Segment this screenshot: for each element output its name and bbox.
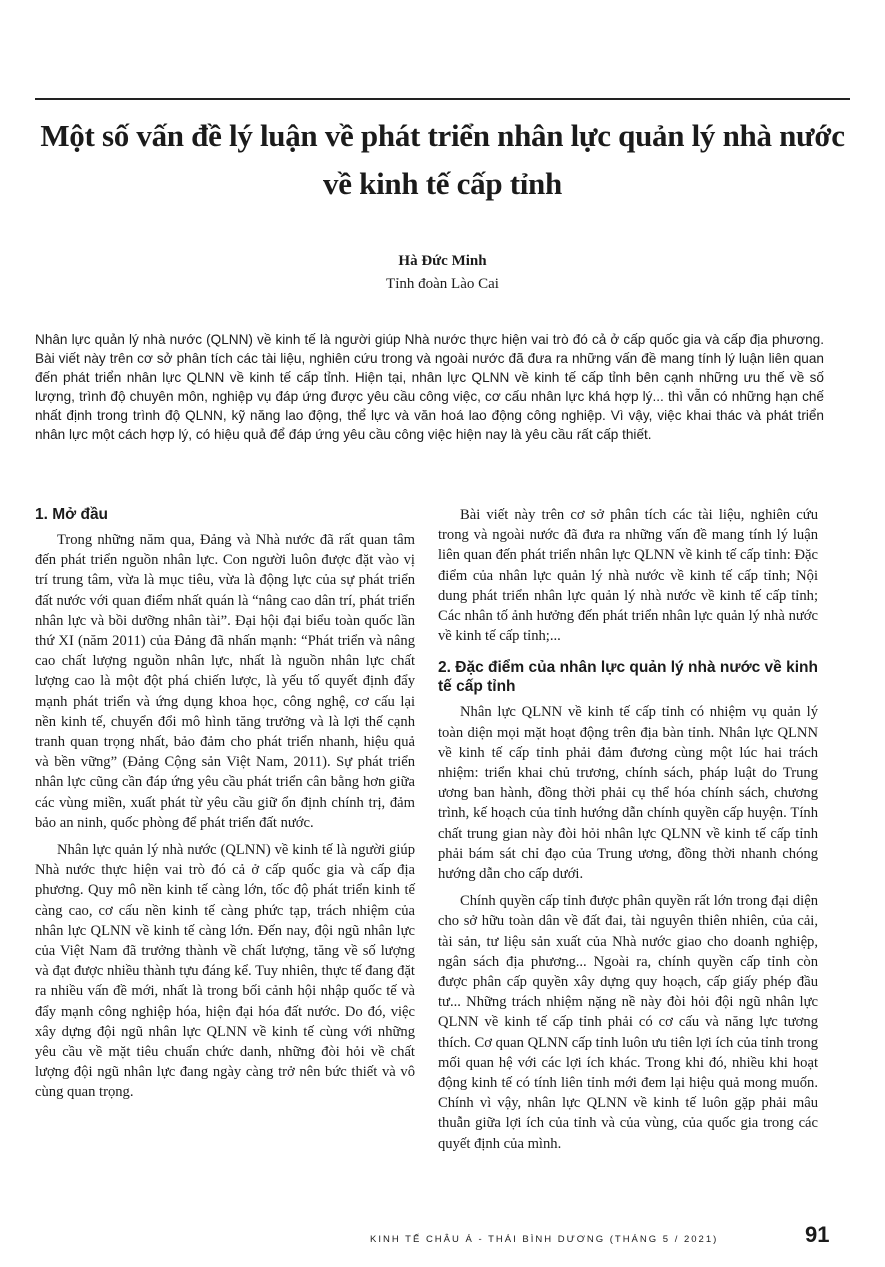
abstract: Nhân lực quản lý nhà nước (QLNN) về kinh tế là người giúp Nhà nước thực hiện vai trò đó cả ở cấp quốc gia và cấp địa phương. Bài viết này trên cơ sở phân tích các tài liệu, nghiên cứu trong và ngoài nước đã đưa ra những vấn đề mang tính lý luận liên quan đến phát triển nhân lực QLNN về kinh tế cấp tỉnh. Hiện tại, nhân lực QLNN về kinh tế cấp tỉnh bên cạnh những ưu thế về số lượng, trình độ chuyên môn, nghiệp vụ đáp ứng được yêu cầu công việc, cơ cấu nhân lực khá hợp lý... thì vẫn có những hạn chế nhất định trong trình độ QLNN, kỹ năng lao động, thể lực và văn hoá lao động công nghiệp. Vì vậy, việc khai thác và phát triển nhân lực một cách hợp lý, có hiệu quả để đáp ứng yêu cầu công việc hiện nay là yêu cầu rất cấp thiết.	[35, 332, 824, 443]
journal-footer: KINH TẾ CHÂU Á - THÁI BÌNH DƯƠNG (THÁNG 5 / 2021)	[370, 1234, 719, 1245]
page-number: 91	[805, 1222, 830, 1247]
section-1-heading: 1. Mở đầu	[35, 506, 109, 523]
right-column	[438, 505, 818, 1161]
section-2-heading: 2. Đặc điểm của nhân lực quản lý nhà nước về kinh tế cấp tỉnh	[438, 659, 818, 696]
section-1-paragraph-3: Bài viết này trên cơ sở phân tích các tài liệu, nghiên cứu trong và ngoài nước đã đưa ra những vấn đề mang tính lý luận liên quan đến phát triển nhân lực QLNN về kinh tế cấp tỉnh: Đặc điểm của nhân lực quản lý nhà nước về kinh tế cấp tỉnh; Nội dung phát triển nhân lực quản lý nhà nước về kinh tế cấp tỉnh; Các nhân tố ảnh hưởng đến phát triển nhân lực quản lý nhà nước về kinh tế cấp tỉnh;...	[438, 507, 818, 645]
section-1-paragraph-2: Nhân lực quản lý nhà nước (QLNN) về kinh tế là người giúp Nhà nước thực hiện vai trò đó cả ở cấp quốc gia và cấp địa phương. Quy mô nền kinh tế càng lớn, tốc độ phát triển kinh tế càng cao, cơ cấu nền kinh tế càng phức tạp, trách nhiệm của nhân lực QLNN về kinh tế càng lớn. Đến nay, đội ngũ nhân lực của Việt Nam đã trưởng thành về chất lượng, tăng về số lượng và đạt được nhiều thành tựu đáng kể. Tuy nhiên, thực tế đang đặt ra nhiều vấn đề mới, nhất là trong bối cảnh hội nhập quốc tế và đẩy mạnh công nghiệp hóa, hiện đại hóa đất nước. Do đó, việc xây dựng đội ngũ nhân lực QLNN về kinh tế cùng với những yêu cầu về mặt tiêu chuẩn chức danh, những đòi hỏi về chất lượng đội ngũ nhân lực đang ngày càng trở nên bức thiết và vô cùng quan trọng.	[35, 842, 415, 1101]
top-rule	[35, 98, 850, 100]
section-1-paragraph-1: Trong những năm qua, Đảng và Nhà nước đã rất quan tâm đến phát triển nguồn nhân lực. Con người luôn được đặt vào vị trí trung tâm, vừa là mục tiêu, vừa là động lực của sự phát triển đất nước với quan điểm nhất quán là “nâng cao dân trí, phát triển nhân lực và bồi dưỡng nhân tài”. Đại hội đại biểu toàn quốc lần thứ XI (năm 2011) của Đảng đã nhấn mạnh: “Phát triển và nâng cao chất lượng nguồn nhân lực, nhất là nguồn nhân lực chất lượng cao là một đột phá chiến lược, là yếu tố quyết định đẩy mạnh phát triển và ứng dụng khoa học, công nghệ, cơ cấu lại nền kinh tế, chuyển đổi mô hình tăng trưởng và là lợi thế cạnh tranh quan trọng nhất, bảo đảm cho phát triển nhanh, hiệu quả và bền vững” (Đảng Cộng sản Việt Nam, 2011). Sự phát triển nhân lực cũng cần đáp ứng yêu cầu phát triển cân bằng hơn giữa các vùng miền, xuất phát từ yêu cầu giữ ổn định chính trị, đảm bảo an ninh, quốc phòng để phát triển đất nước.	[35, 532, 415, 831]
article-title: Một số vấn đề lý luận về phát triển nhân lực quản lý nhà nước về kinh tế cấp tỉnh	[40, 118, 845, 201]
section-2-paragraph-2: Chính quyền cấp tỉnh được phân quyền rất lớn trong đại diện cho sở hữu toàn dân về đất đai, tài nguyên thiên nhiên, của cải, tài sản, tư liệu sản xuất của Nhà nước giao cho doanh nghiệp, ngân sách địa phương... Ngoài ra, chính quyền cấp tỉnh còn được phân cấp quyền xây dựng quy hoạch, cấp giấy phép đầu tư... Những trách nhiệm nặng nề này đòi hỏi đội ngũ nhân lực QLNN về kinh tế cấp tỉnh phải có cơ cấu và năng lực tương thích. Cơ quan QLNN cấp tỉnh luôn ưu tiên lợi ích của tỉnh trong mối quan hệ với các lợi ích khác. Trong khi đó, nhiều khi hoạt động kinh tế có tính liên tỉnh mới đem lại hiệu quả mong muốn. Chính vì vậy, nhân lực QLNN về kinh tế luôn gặp phải mâu thuẫn giữa lợi ích của tỉnh và của vùng, của quốc gia trong các quyết định của mình.	[438, 893, 819, 1152]
left-column	[35, 505, 415, 1110]
section-2-paragraph-1: Nhân lực QLNN về kinh tế cấp tỉnh có nhiệm vụ quản lý toàn diện mọi mặt hoạt động trên địa bàn tỉnh. Nhân lực QLNN về kinh tế cấp tỉnh phải đảm đương cùng một lúc hai trách nhiệm: triển khai chủ trương, chính sách, pháp luật do Trung ương ban hành, đồng thời phải cụ thể hóa chính sách, chương trình, kế hoạch của tỉnh hướng dẫn chính quyền cấp huyện. Tính chất trung gian này đòi hỏi nhân lực QLNN về kinh tế cấp tỉnh phải bám sát chỉ đạo của Trung ương, đồng thời nhanh chóng hướng dẫn cho cấp dưới.	[438, 704, 818, 883]
author-name: Hà Đức Minh	[398, 253, 487, 269]
author-affiliation: Tỉnh đoàn Lào Cai	[386, 276, 499, 292]
